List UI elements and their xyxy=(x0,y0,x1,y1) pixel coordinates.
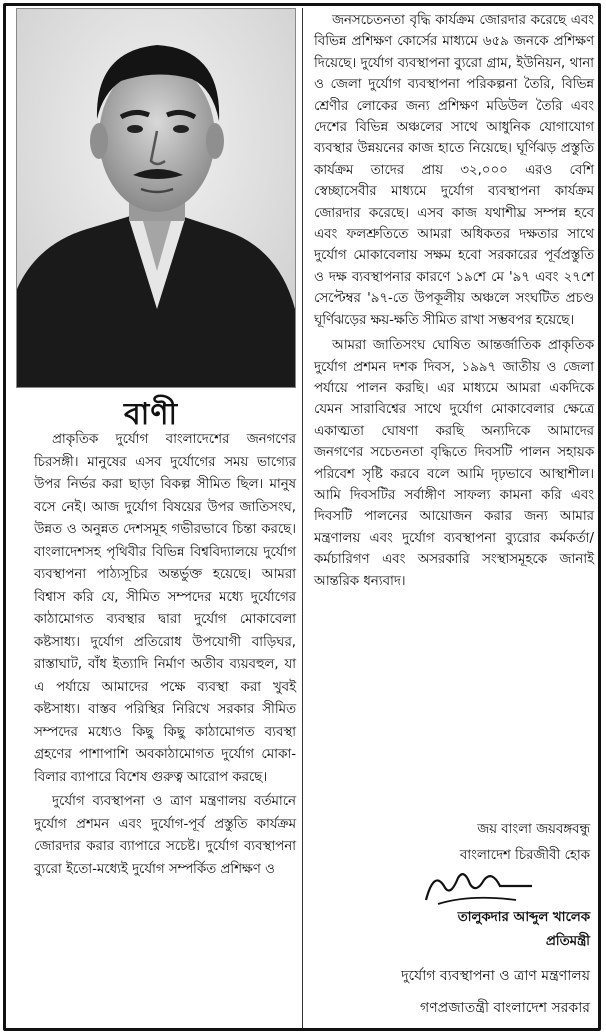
left-paragraph: প্রাকৃতিক দুর্যোগ বাংলাদেশের জনগণের চিরসঙ্গী। মানুষের এসব দুর্যোগের সময় ভাগ্যের উপর নির্ভর করা ছাড়া বিকল্প সীমিত ছিল। মানুষ বসে নেই। আজ দুর্যোগ বিষয়ের উপর জাতিসংঘ, উন্নত ও অনুন্নত দেশসমূহ গভীরভাবে চিন্তা করছে। বাংলাদেশসহ পৃথিবীর বিভিন্ন বিশ্ববিদ্যালয়ে দুর্যোগ ব্যবস্থাপনা পাঠ্যসূচির অন্তর্ভুক্ত হয়েছে। আমরা বিশ্বাস করি যে, সীমিত সম্পদের মধ্যে দুর্যোগের কাঠামোগত ব্যবস্থার দ্বারা দুর্যোগ মোকাবেলা কষ্টসাধ্য। দুর্যোগ প্রতিরোধ উপযোগী বাড়িঘর, রাস্তাঘাট, বাঁধ ইত্যাদি নির্মাণ অতীব ব্যয়বহুল, যা এ পর্যায়ে আমাদের পক্ষে ব্যবস্থা করা খুবই কষ্টসাধ্য। বাস্তব পরিস্থির নিরিখে সরকার সীমিত সম্পদের মধ্যেও কিছু কিছু কাঠামোগত ব্যবস্থা গ্রহণের পাশাপাশি অবকাঠামোগত দুর্যোগ মোকা-বিলার ব্যাপারে বিশেষ গুরুত্ব আরোপ করছে। xyxy=(34,432,296,785)
column-divider xyxy=(302,8,303,1028)
signature-mark xyxy=(420,864,540,910)
right-paragraph: জনসচেতনতা বৃদ্ধি কার্যক্রম জোরদার করেছে এবং বিভিন্ন প্রশিক্ষণ কোর্সের মাধ্যমে ৬৫৯ জনকে প্রশিক্ষণ দিয়েছে। দুর্যোগ ব্যবস্থাপনা ব্যুরো গ্রাম, ইউনিয়ন, থানা ও জেলা দুর্যোগ ব্যবস্থাপনা পরিকল্পনা তৈরি, বিভিন্ন শ্রেণীর লোকের জন্য প্রশিক্ষণ মডিউল তৈরি এবং দেশের বিভিন্ন অঞ্চলের সাথে আধুনিক যোগাযোগ ব্যবস্থার উন্নয়নের কাজ হাতে নিয়েছে। ঘূর্ণিঝড় প্রস্তুতি কার্যক্রম তাদের প্রায় ৩২,০০০ এরও বেশি স্বেচ্ছাসেবীর মাধ্যমে দুর্যোগ ব্যবস্থাপনা কার্যক্রম জোরদার করেছে। এসব কাজ যথাশীঘ্র সম্পন্ন হবে এবং ফলশ্রুতিতে আমরা অধিকতর দক্ষতার সাথে দুর্যোগ মোকাবেলায় সক্ষম হবো সরকারের পূর্বপ্রস্তুতি ও দক্ষ ব্যবস্থাপনার কারণে ১৯শে মে '৯৭ এবং ২৭শে সেপ্টেম্বর '৯৭-তে উপকূলীয় অঞ্চলে সংঘটিত প্রচণ্ড ঘূর্ণিঝড়ের ক্ষয়-ক্ষতি সীমিত রাখা সম্ভবপর হয়েছে। xyxy=(314,13,594,328)
signatory-designation: প্রতিমন্ত্রী xyxy=(545,934,590,949)
page-title: বাণী xyxy=(123,397,179,432)
left-column-text xyxy=(34,429,296,883)
slogan-line: জয় বাংলা জয়বঙ্গবন্ধু xyxy=(477,822,590,837)
slogan-line-2: বাংলাদেশ চিরজীবী হোক xyxy=(459,848,590,863)
left-paragraph: দুর্যোগ ব্যবস্থাপনা ও ত্রাণ মন্ত্রণালয় বর্তমানে দুর্যোগ প্রশমন এবং দুর্যোগ-পূর্ব প্রস্তুতি কার্যক্রম জোরদার করার ব্যাপারে সচেষ্ট। দুর্যোগ ব্যবস্থাপনা ব্যুরো ইতো-মধ্যেই দুর্যোগ সম্পর্কিত প্রশিক্ষণ ও xyxy=(34,794,296,877)
ministry-name: দুর্যোগ ব্যবস্থাপনা ও ত্রাণ মন্ত্রণালয় xyxy=(401,968,590,984)
signatory-name: তালুকদার আব্দুল খালেক xyxy=(457,910,590,925)
government-name: গণপ্রজাতন্ত্রী বাংলাদেশ সরকার xyxy=(420,1000,590,1016)
portrait-image xyxy=(17,9,295,387)
right-column-text xyxy=(314,10,594,596)
portrait-photo xyxy=(16,8,296,388)
right-paragraph: আমরা জাতিসংঘ ঘোষিত আন্তর্জাতিক প্রাকৃতিক দুর্যোগ প্রশমন দশক দিবস, ১৯৯৭ জাতীয় ও জেলা পর্যায়ে পালন করছি। এর মাধ্যমে আমরা একদিকে যেমন সারাবিশ্বের সাথে দুর্যোগ মোকাবেলার ক্ষেত্রে একাত্মতা ঘোষণা করছি অন্যদিকে আমাদের জনগণের সচেতনতা বৃদ্ধিতে দিবসটি পালন সহায়ক পরিবেশ সৃষ্টি করবে বলে আমি দৃঢ়ভাবে আস্থাশীল। আমি দিবসটির সর্বাঙ্গীণ সাফল্য কামনা করি এবং দিবসটি পালনের আয়োজন করার জন্য আমার মন্ত্রণালয় এবং দুর্যোগ ব্যবস্থাপনা ব্যুরোর কর্মকর্তা/কর্মচারিগণ এবং অসরকারি সংস্থাসমূহকে জানাই আন্তরিক ধন্যবাদ। xyxy=(314,338,594,589)
